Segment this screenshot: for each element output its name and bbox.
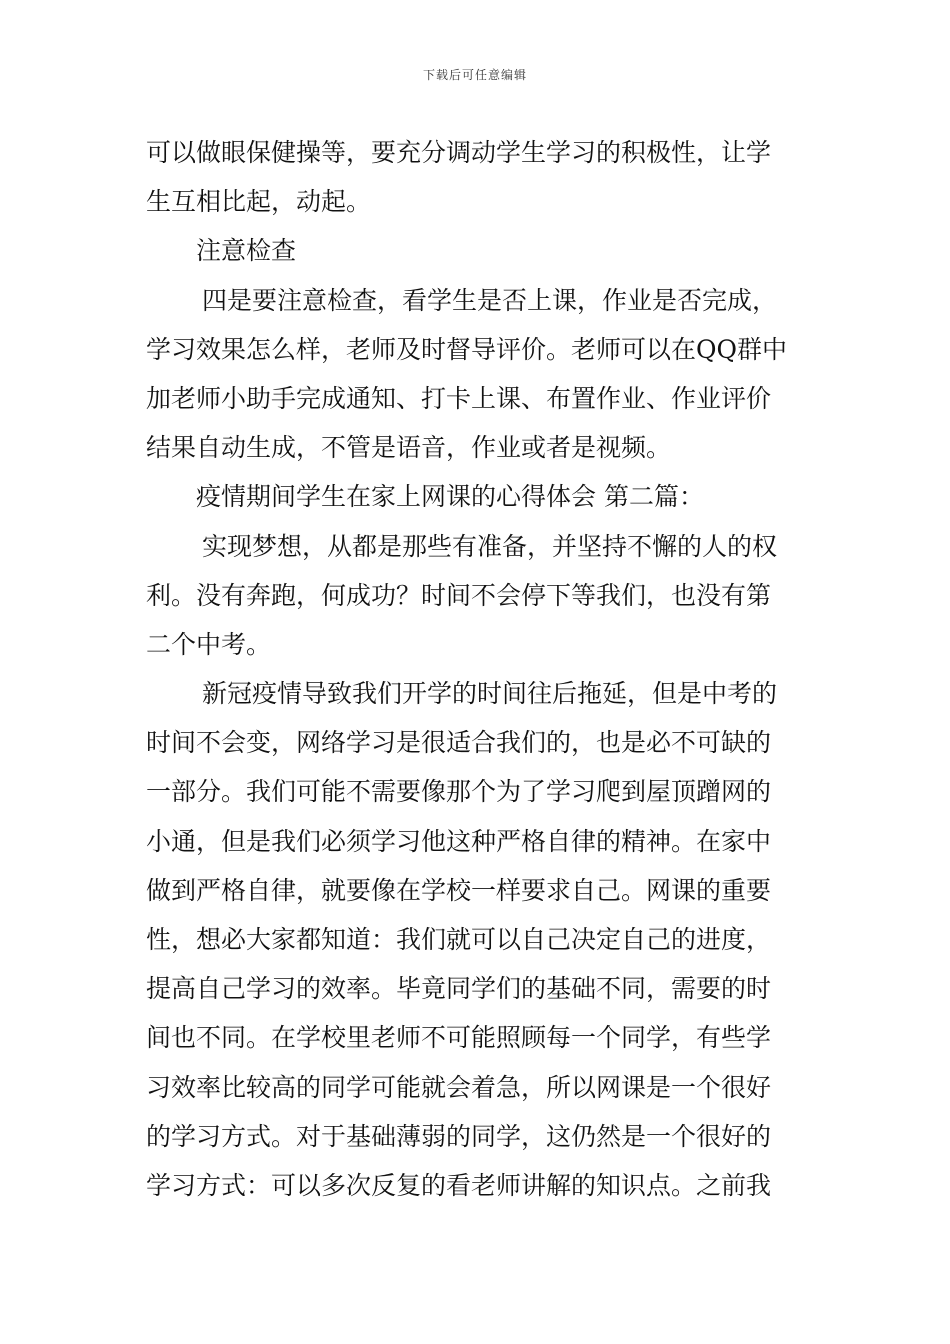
text-line: 二个中考。 xyxy=(146,629,272,659)
text-line: 学习效果怎么样，老师及时督导评价。老师可以在QQ群中 xyxy=(146,334,787,364)
text-line: 时间不会变，网络学习是很适合我们的，也是必不可缺的 xyxy=(146,728,772,758)
text-line: 性，想必大家都知道：我们就可以自己决定自己的进度， xyxy=(146,925,772,954)
text-line: 实现梦想，从都是那些有准备，并坚持不懈的人的权 xyxy=(202,531,778,561)
text-line: 做到严格自律，就要像在学校一样要求自己。网课的重要 xyxy=(146,875,772,905)
article-subtitle: 疫情期间学生在家上网课的心得体会 第二篇： xyxy=(196,482,704,512)
text-line: 提高自己学习的效率。毕竟同学们的基础不同，需要的时 xyxy=(146,974,772,1004)
text-line: 生互相比起，动起。 xyxy=(146,187,372,217)
text-line: 四是要注意检查，看学生是否上课，作业是否完成， xyxy=(202,285,778,315)
text-line: 的学习方式。对于基础薄弱的同学，这仍然是一个很好的 xyxy=(146,1121,772,1151)
text-line: 新冠疫情导致我们开学的时间往后拖延，但是中考的 xyxy=(202,679,778,709)
text-line: 一部分。我们可能不需要像那个为了学习爬到屋顶蹭网的 xyxy=(146,777,772,807)
text-line: 习效率比较高的同学可能就会着急，所以网课是一个很好 xyxy=(146,1072,772,1102)
text-line: 利。没有奔跑，何成功？时间不会停下等我们，也没有第 xyxy=(146,580,772,610)
page-header-note: 下载后可任意编辑 xyxy=(422,68,527,82)
text-line: 间也不同。在学校里老师不可能照顾每一个同学，有些学 xyxy=(146,1023,772,1053)
section-heading: 注意检查 xyxy=(196,236,297,266)
text-line: 学习方式：可以多次反复的看老师讲解的知识点。之前我 xyxy=(146,1170,772,1200)
text-line: 可以做眼保健操等，要充分调动学生学习的积极性，让学 xyxy=(146,138,772,167)
document-body xyxy=(146,128,808,1210)
text-line: 结果自动生成，不管是语音，作业或者是视频。 xyxy=(146,433,672,463)
text-line: 加老师小助手完成通知、打卡上课、布置作业、作业评价 xyxy=(146,383,772,413)
text-line: 小通，但是我们必须学习他这种严格自律的精神。在家中 xyxy=(146,826,772,856)
